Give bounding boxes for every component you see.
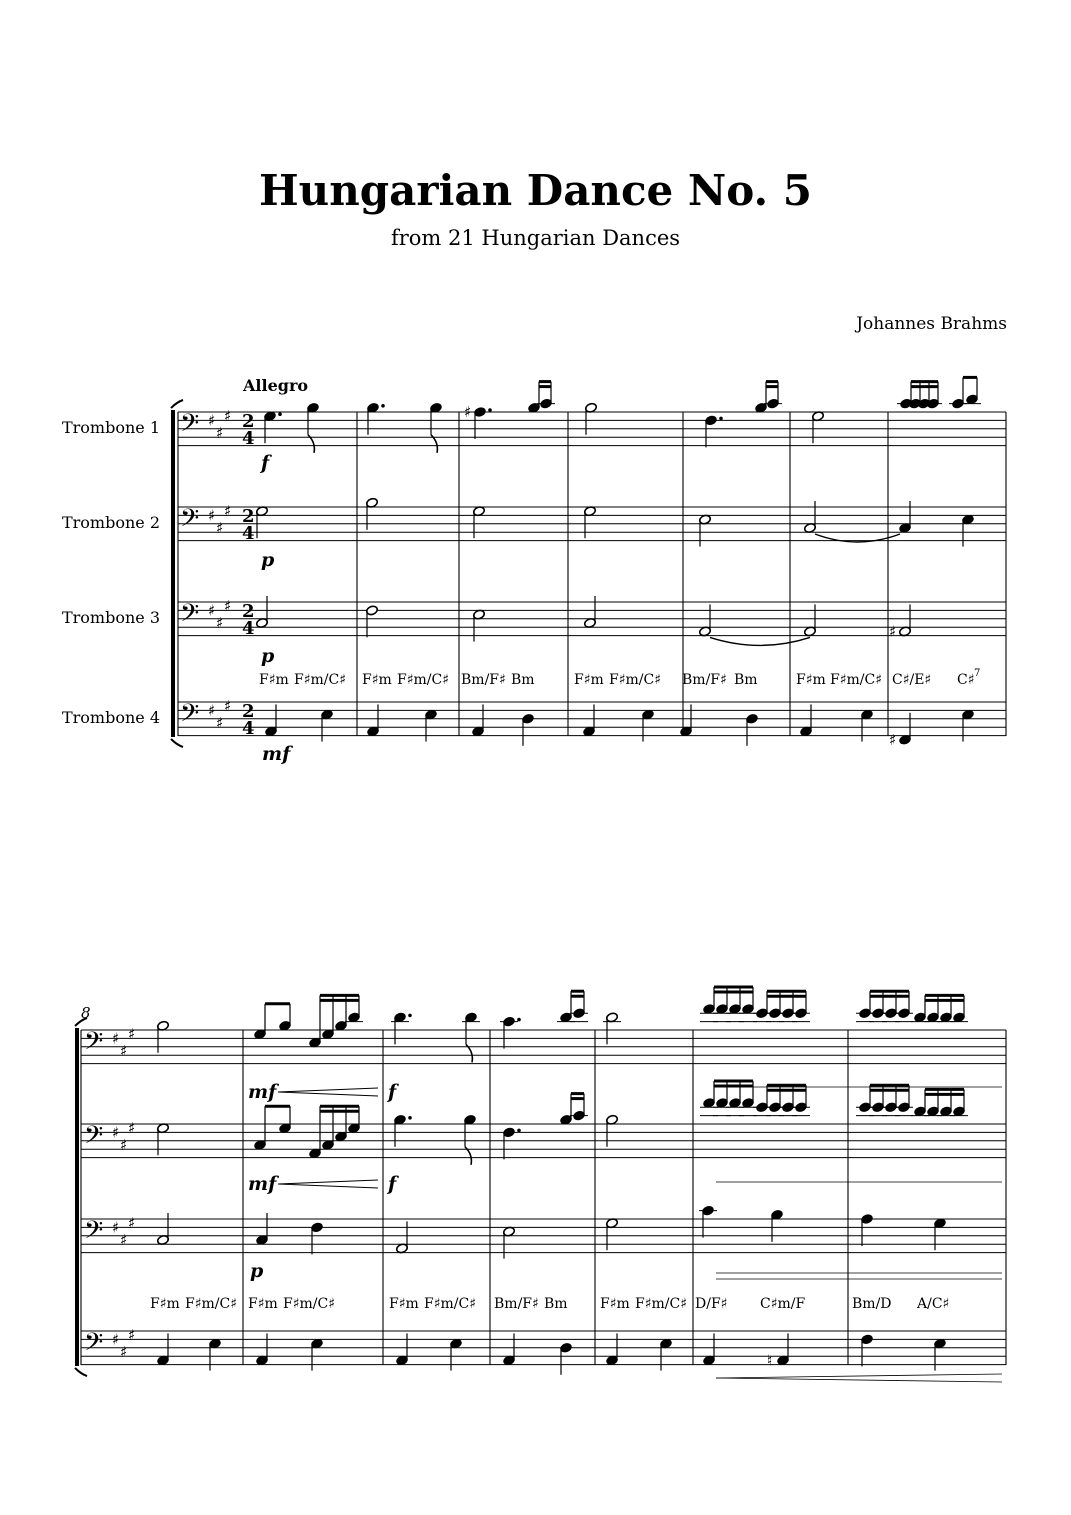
key-sharp-icon: ♯ <box>216 714 224 732</box>
tie <box>710 637 810 645</box>
key-sharp-icon: ♯ <box>128 1214 136 1233</box>
chord-symbol: Bm/F♯ <box>494 1296 539 1312</box>
key-sharp-icon: ♯ <box>112 1029 120 1048</box>
dynamic-marking: mf <box>248 1081 277 1103</box>
accidental-icon: ♮ <box>767 1351 773 1370</box>
chord-symbol: F♯m <box>796 672 826 688</box>
key-sharp-icon: ♯ <box>128 1326 136 1345</box>
score-subtitle: from 21 Hungarian Dances <box>390 226 681 250</box>
chord-symbol: A/C♯ <box>917 1296 950 1312</box>
score-title: Hungarian Dance No. 5 <box>258 166 812 215</box>
key-sharp-icon: ♯ <box>128 1119 136 1138</box>
key-sharp-icon: ♯ <box>120 1343 128 1361</box>
chord-symbol: D/F♯ <box>695 1296 728 1312</box>
augmentation-dot <box>408 1014 412 1018</box>
key-sharp-icon: ♯ <box>224 597 232 616</box>
chord-symbol: 7 <box>974 668 981 679</box>
accidental-icon: ♯ <box>889 730 897 749</box>
key-sharp-icon: ♯ <box>208 701 216 720</box>
augmentation-dot <box>517 1129 521 1133</box>
chord-symbol: F♯m/C♯ <box>635 1296 687 1312</box>
dynamic-marking: mf <box>248 1173 277 1195</box>
chord-symbol: F♯m <box>574 672 604 688</box>
dynamic-marking: p <box>261 645 275 667</box>
instrument-name-1: Trombone 1 <box>61 418 160 437</box>
key-sharp-icon: ♯ <box>216 424 224 442</box>
augmentation-dot <box>488 408 492 412</box>
key-sharp-icon: ♯ <box>120 1042 128 1060</box>
accidental-icon: ♯ <box>464 403 472 421</box>
dynamic-marking: f <box>388 1173 397 1195</box>
bass-clef-icon: 𝄢 <box>180 699 200 734</box>
chord-symbol: F♯m/C♯ <box>185 1296 237 1312</box>
dynamic-marking: p <box>261 549 275 571</box>
time-signature-top: 2 <box>242 701 255 722</box>
crescendo-line <box>716 1374 1002 1378</box>
key-sharp-icon: ♯ <box>120 1231 128 1249</box>
chord-symbol: Bm/F♯ <box>682 672 727 688</box>
key-sharp-icon: ♯ <box>208 411 216 430</box>
key-sharp-icon: ♯ <box>208 506 216 525</box>
key-sharp-icon: ♯ <box>224 697 232 716</box>
key-sharp-icon: ♯ <box>216 519 224 537</box>
system-bracket-bottom <box>171 739 183 747</box>
crescendo-line <box>716 1378 1002 1382</box>
system-bracket-bottom <box>75 1368 87 1376</box>
augmentation-dot <box>517 1018 521 1022</box>
chord-symbol: Bm/D <box>852 1296 892 1312</box>
time-signature-bottom: 4 <box>242 523 255 544</box>
key-sharp-icon: ♯ <box>224 407 232 426</box>
key-sharp-icon: ♯ <box>120 1136 128 1154</box>
chord-symbol: F♯m <box>248 1296 278 1312</box>
chord-symbol: Bm/F♯ <box>461 672 506 688</box>
composer-name: Johannes Brahms <box>856 314 1007 334</box>
chord-symbol: C♯ <box>957 672 975 688</box>
instrument-name-3: Trombone 3 <box>61 608 160 627</box>
bass-clef-icon: 𝄢 <box>84 1328 104 1363</box>
chord-symbol: F♯m <box>150 1296 180 1312</box>
augmentation-dot <box>408 1116 412 1120</box>
key-sharp-icon: ♯ <box>112 1123 120 1142</box>
tempo-marking: Allegro <box>243 376 309 395</box>
chord-symbol: F♯m/C♯ <box>609 672 661 688</box>
augmentation-dot <box>381 404 385 408</box>
dynamic-marking: mf <box>262 743 291 765</box>
time-signature-bottom: 4 <box>242 718 255 739</box>
key-sharp-icon: ♯ <box>128 1025 136 1044</box>
chord-symbol: F♯m/C♯ <box>283 1296 335 1312</box>
key-sharp-icon: ♯ <box>208 601 216 620</box>
bass-clef-icon: 𝄢 <box>84 1216 104 1251</box>
time-signature-bottom: 4 <box>242 428 255 449</box>
chord-symbol: F♯m <box>259 672 289 688</box>
crescendo-hairpin <box>278 1088 378 1096</box>
bass-clef-icon: 𝄢 <box>180 504 200 539</box>
bass-clef-icon: 𝄢 <box>84 1121 104 1156</box>
chord-symbol: F♯m <box>389 1296 419 1312</box>
time-signature-bottom: 4 <box>242 618 255 639</box>
chord-symbol: F♯m/C♯ <box>294 672 346 688</box>
key-sharp-icon: ♯ <box>112 1218 120 1237</box>
key-sharp-icon: ♯ <box>224 502 232 521</box>
time-signature-top: 2 <box>242 601 255 622</box>
instrument-name-4: Trombone 4 <box>61 708 160 727</box>
dynamic-marking: f <box>261 452 270 474</box>
chord-symbol: F♯m/C♯ <box>424 1296 476 1312</box>
time-signature-top: 2 <box>242 506 255 527</box>
system-bracket-top <box>171 400 183 408</box>
chord-symbol: Bm <box>511 672 535 688</box>
chord-symbol: C♯/E♯ <box>892 672 932 688</box>
measure-number: 8 <box>81 1004 91 1022</box>
crescendo-hairpin <box>278 1180 378 1188</box>
key-sharp-icon: ♯ <box>112 1330 120 1349</box>
time-signature-top: 2 <box>242 411 255 432</box>
augmentation-dot <box>278 412 282 416</box>
dynamic-marking: p <box>250 1260 264 1282</box>
accidental-icon: ♯ <box>889 622 897 641</box>
chord-symbol: Bm <box>544 1296 568 1312</box>
bass-clef-icon: 𝄢 <box>180 599 200 634</box>
dynamic-marking: f <box>388 1081 397 1103</box>
bass-clef-icon: 𝄢 <box>180 409 200 444</box>
chord-symbol: F♯m <box>362 672 392 688</box>
chord-symbol: F♯m/C♯ <box>397 672 449 688</box>
instrument-name-2: Trombone 2 <box>61 513 160 532</box>
chord-symbol: C♯m/F <box>760 1296 806 1312</box>
chord-symbol: F♯m <box>600 1296 630 1312</box>
bass-clef-icon: 𝄢 <box>84 1027 104 1062</box>
chord-symbol: Bm <box>734 672 758 688</box>
key-sharp-icon: ♯ <box>216 614 224 632</box>
chord-symbol: F♯m/C♯ <box>830 672 882 688</box>
augmentation-dot <box>719 417 723 421</box>
